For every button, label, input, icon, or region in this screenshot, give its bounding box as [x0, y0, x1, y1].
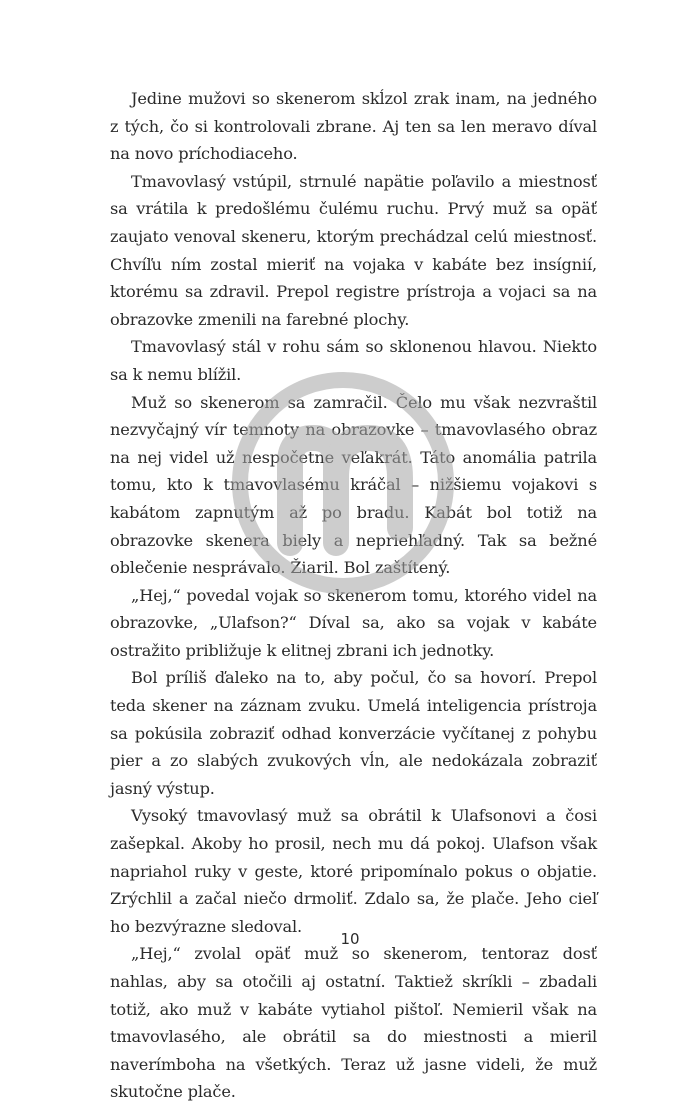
- paragraph-4: Muž so skenerom sa zamračil. Čelo mu však nezvraštil nezvyčajný vír temnoty na obrazovke – tmavovlasého obraz na nej videl už nespočetne veľakrát. Táto anomália patrila tomu, kto k tmavovlasému kráčal – nižšiemu vojakovi s kabátom zapnutým až po bradu. Kabát bol totiž na obrazovke skenera biely a nepriehľadný. Tak sa bežné oblečenie nesprávalo. Žiaril. Bol zaštítený.: [110, 392, 597, 578]
- paragraph-8: „Hej,“ zvolal opäť muž so skenerom, tentoraz dosť nahlas, aby sa otočili aj ostatní. Taktiež skríkli – zbadali totiž, ako muž v kabáte vytiahol pištoľ. Nemieril však na tmavovlasého, ale obrátil sa do miestnosti a mieril naverímboha na všetkých. Teraz už jasne videli, že muž skutočne plače.: [110, 944, 597, 1102]
- paragraph-5: „Hej,“ povedal vojak so skenerom tomu, ktorého videl na obrazovke, „Ulafson?“ Díval sa, ako sa vojak v kabáte ostražito približuje k elitnej zbrani ich jednotky.: [110, 585, 597, 660]
- body-text: [110, 85, 597, 1106]
- paragraph-1: Jedine mužovi so skenerom skĺzol zrak inam, na jedného z tých, čo si kontrolovali zbrane. Aj ten sa len meravo díval na novo príchodiaceho.: [110, 89, 597, 164]
- paragraph-3: Tmavovlasý stál v rohu sám so sklonenou hlavou. Niekto sa k nemu blížil.: [110, 337, 597, 384]
- page-number: 10: [340, 930, 360, 948]
- paragraph-7: Vysoký tmavovlasý muž sa obrátil k Ulafsonovi a čosi zašepkal. Akoby ho prosil, nech mu dá pokoj. Ulafson však napriahol ruky v geste, ktoré pripomínalo pokus o objatie. Zrýchlil a začal niečo drmoliť. Zdalo sa, že plače. Jeho cieľ ho bezvýrazne sledoval.: [110, 806, 597, 936]
- paragraph-2: Tmavovlasý vstúpil, strnulé napätie poľavilo a miestnosť sa vrátila k predošlému čulému ruchu. Prvý muž sa opäť zaujato venoval skeneru, ktorým prechádzal celú miestnosť. Chvíľu ním zostal mieriť na vojaka v kabáte bez insígnií, ktorému sa zdravil. Prepol registre prístroja a vojaci sa na obrazovke zmenili na farebné plochy.: [110, 171, 597, 329]
- paragraph-6: Bol príliš ďaleko na to, aby počul, čo sa hovorí. Prepol teda skener na záznam zvuku. Umelá inteligencia prístroja sa pokúsila zobraziť odhad konverzácie vyčítanej z pohybu pier a zo slabých zvukových vĺn, ale nedokázala zobraziť jasný výstup.: [110, 668, 597, 798]
